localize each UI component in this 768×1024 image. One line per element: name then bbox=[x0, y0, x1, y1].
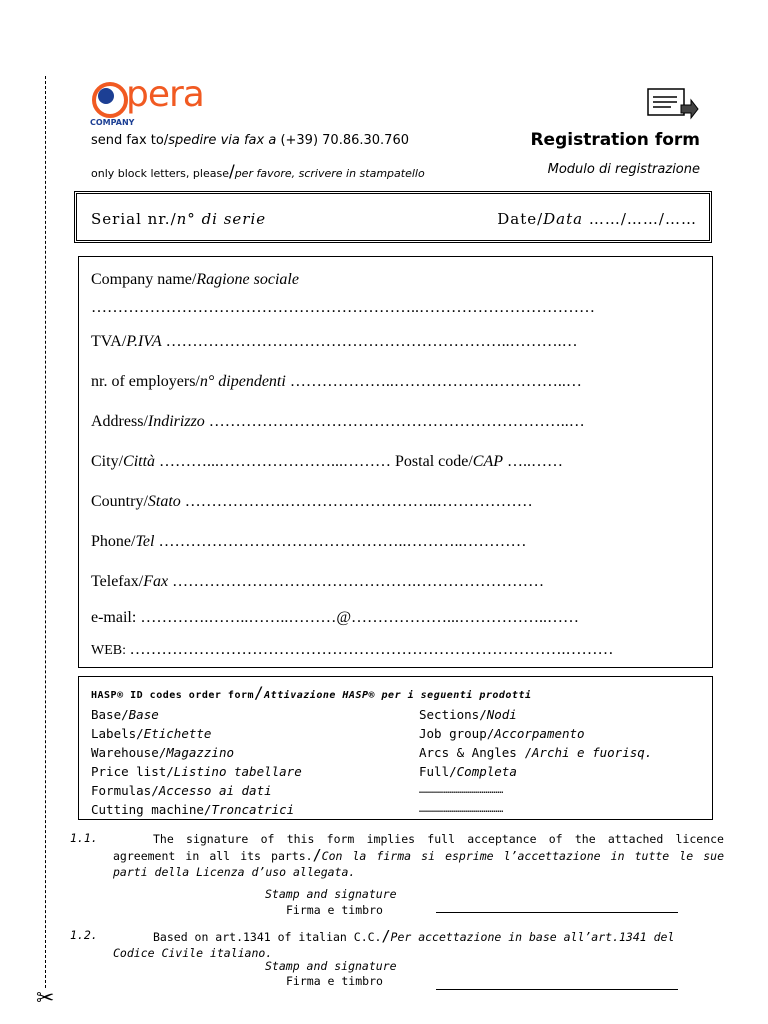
country-label-it: Stato bbox=[147, 493, 181, 510]
hasp-title-it: Attivazione HASP® per i seguenti prodotti bbox=[264, 690, 532, 701]
scissors-icon: ✂ bbox=[36, 986, 55, 1011]
hasp-item-en: Formulas/ bbox=[91, 783, 159, 798]
hasp-item-en: Cutting machine/ bbox=[91, 802, 212, 817]
hasp-item-sections[interactable] bbox=[419, 705, 652, 724]
serial-date-box bbox=[74, 191, 712, 243]
page-title: Registration form bbox=[530, 130, 700, 150]
fax-instruction bbox=[91, 133, 409, 148]
telefax-label: Telefax/ bbox=[91, 573, 144, 590]
hasp-right-column bbox=[419, 705, 652, 819]
hasp-item-it: Accorpamento bbox=[494, 726, 585, 741]
employees-label: nr. of employers/ bbox=[91, 373, 200, 390]
postal-dots: …..…… bbox=[503, 453, 564, 470]
hasp-item-it: Magazzino bbox=[166, 745, 234, 760]
employees-field[interactable] bbox=[91, 373, 582, 391]
address-field[interactable] bbox=[91, 413, 585, 431]
date-label: Date/ bbox=[497, 210, 544, 228]
company-name-dots: ……………………………………………………..…………………………… bbox=[91, 299, 595, 316]
date-field[interactable] bbox=[497, 210, 697, 228]
hasp-item-it: Base bbox=[128, 707, 159, 722]
clause-2-signature-line[interactable] bbox=[436, 989, 678, 990]
fax-number: (+39) 70.86.30.760 bbox=[280, 133, 409, 148]
serial-label-it: n° di serie bbox=[176, 210, 267, 228]
hasp-item-it: Archi e fuorisq. bbox=[531, 745, 653, 760]
hasp-item-warehouse[interactable] bbox=[91, 743, 302, 762]
postal-label-it: CAP bbox=[472, 453, 504, 470]
clause-2-stamp-label: Stamp and signature bbox=[265, 959, 397, 973]
city-label-it: Città bbox=[123, 453, 156, 470]
hasp-item-it: Etichette bbox=[143, 726, 212, 741]
hasp-item-blank-1[interactable] bbox=[419, 781, 652, 800]
phone-label-it: Tel bbox=[135, 533, 155, 550]
hasp-item-en: Labels/ bbox=[91, 726, 144, 741]
hasp-item-it: Troncatrici bbox=[211, 802, 295, 817]
tva-label: TVA/ bbox=[91, 333, 127, 350]
hasp-left-column bbox=[91, 705, 302, 819]
clause-1-it: Con la firma si esprime l’accettazione in tutte le sue parti della Licenza d’uso allegata. bbox=[113, 849, 725, 879]
fax-prefix-it: spedire via fax a bbox=[168, 133, 281, 148]
fax-prefix: send fax to/ bbox=[91, 133, 169, 148]
clause-2-en: Based on art.1341 of italian C.C. bbox=[153, 930, 382, 944]
serial-field[interactable] bbox=[91, 210, 266, 228]
hasp-item-dots: …………………………………… bbox=[419, 785, 504, 796]
clause-2-number: 1.2. bbox=[70, 928, 98, 942]
hasp-item-en: Job group/ bbox=[419, 726, 495, 741]
clause-1-signature-line[interactable] bbox=[436, 912, 678, 913]
employees-label-it: n° dipendenti bbox=[199, 373, 286, 390]
hasp-item-it: Listino tabellare bbox=[173, 764, 302, 779]
clause-2-firma-label: Firma e timbro bbox=[286, 974, 383, 988]
hasp-item-price-list[interactable] bbox=[91, 762, 302, 781]
address-label-it: Indirizzo bbox=[147, 413, 205, 430]
block-letters-instruction: only block letters, please/per favore, scrivere in stampatello bbox=[91, 162, 425, 182]
phone-dots: ………………………………………..………..………… bbox=[154, 533, 527, 550]
hasp-title: HASP® ID codes order form/Attivazione HASP® per i seguenti prodotti bbox=[91, 683, 532, 702]
hasp-item-cutting-machine[interactable] bbox=[91, 800, 302, 819]
address-dots: …………………………………………………………..… bbox=[204, 413, 585, 430]
email-field[interactable] bbox=[91, 609, 579, 627]
hasp-item-dots: …………………………………… bbox=[419, 804, 504, 815]
telefax-field[interactable] bbox=[91, 573, 544, 591]
clause-1-stamp-label: Stamp and signature bbox=[265, 887, 397, 901]
logo-globe-icon bbox=[98, 88, 114, 104]
clause-1-number: 1.1. bbox=[70, 831, 98, 845]
hasp-item-en: Arcs & Angles / bbox=[419, 745, 532, 760]
fax-icon bbox=[647, 87, 699, 123]
hasp-item-it: Completa bbox=[456, 764, 517, 779]
hasp-item-en: Base/ bbox=[91, 707, 129, 722]
hasp-item-formulas[interactable] bbox=[91, 781, 302, 800]
hasp-order-box bbox=[78, 676, 713, 820]
company-name-en: Company name/ bbox=[91, 271, 197, 288]
cut-line bbox=[45, 76, 46, 988]
block-prefix: only block letters, please bbox=[91, 167, 229, 180]
employees-dots: ………………..……………….…………..… bbox=[285, 373, 582, 390]
logo-text: pera bbox=[126, 74, 204, 115]
address-label: Address/ bbox=[91, 413, 148, 430]
tva-field[interactable] bbox=[91, 333, 578, 351]
hasp-item-job-group[interactable] bbox=[419, 724, 652, 743]
block-italic: per favore, scrivere in stampatello bbox=[234, 167, 425, 180]
hasp-item-en: Warehouse/ bbox=[91, 745, 167, 760]
hasp-item-it: Nodi bbox=[486, 707, 517, 722]
city-dots: ………...…………………...……… bbox=[155, 453, 396, 470]
clause-2-it: Per accettazione in base all’art.1341 del Codice Civile italiano. bbox=[113, 930, 675, 960]
web-field[interactable] bbox=[91, 641, 614, 659]
city-label: City/ bbox=[91, 453, 124, 470]
clause-1-firma-label: Firma e timbro bbox=[286, 903, 383, 917]
date-dots: ……/……/…… bbox=[583, 210, 697, 228]
web-label: WEB: bbox=[91, 643, 130, 658]
clause-2-text: Based on art.1341 of italian C.C./Per accettazione in base all’art.1341 del Codice Civile italiano. bbox=[113, 927, 675, 960]
clause-1-text: The signature of this form implies full acceptance of the attached licence agreement in all its parts./Con la firma si esprime l’accettazione in tutte le sue parti della Licenza d’uso allegata. bbox=[113, 832, 725, 879]
phone-field[interactable] bbox=[91, 533, 526, 551]
country-field[interactable] bbox=[91, 493, 533, 511]
logo bbox=[90, 76, 230, 132]
logo-subtext: COMPANY bbox=[90, 118, 135, 127]
hasp-title-en: HASP® ID codes order form bbox=[91, 690, 255, 701]
hasp-item-en: Price list/ bbox=[91, 764, 174, 779]
hasp-item-en: Full/ bbox=[419, 764, 457, 779]
hasp-item-en: Sections/ bbox=[419, 707, 487, 722]
email-label: e-mail: bbox=[91, 609, 141, 626]
country-label: Country/ bbox=[91, 493, 148, 510]
page-subtitle: Modulo di registrazione bbox=[547, 162, 700, 177]
company-name-label bbox=[91, 271, 299, 289]
web-dots: ……………………………………………………………………….……… bbox=[129, 641, 614, 658]
hasp-item-arcs-angles[interactable] bbox=[419, 743, 652, 762]
date-label-it: Data bbox=[543, 210, 584, 228]
tva-dots: ………………………………………………………..……….… bbox=[161, 333, 578, 350]
clause-1-en: The signature of this form implies full acceptance of the attached licence agreement in all its parts. bbox=[113, 832, 724, 863]
company-info-box bbox=[78, 256, 713, 668]
city-postal-field[interactable] bbox=[91, 453, 563, 471]
postal-label: Postal code/ bbox=[395, 453, 473, 470]
company-name-field[interactable] bbox=[91, 299, 595, 317]
telefax-dots: ……………………………………….…………………… bbox=[168, 573, 545, 590]
tva-label-it: P.IVA bbox=[126, 333, 162, 350]
hasp-item-full[interactable] bbox=[419, 762, 652, 781]
company-name-it: Ragione sociale bbox=[196, 271, 299, 288]
hasp-item-it: Accesso ai dati bbox=[158, 783, 272, 798]
hasp-item-base[interactable] bbox=[91, 705, 302, 724]
telefax-label-it: Fax bbox=[143, 573, 169, 590]
email-dots: ………….……..……..………@………………...……………..…… bbox=[140, 609, 580, 626]
phone-label: Phone/ bbox=[91, 533, 136, 550]
hasp-item-labels[interactable] bbox=[91, 724, 302, 743]
serial-label: Serial nr./ bbox=[91, 210, 177, 228]
hasp-item-blank-2[interactable] bbox=[419, 800, 652, 819]
country-dots: ……………….………………………..……………… bbox=[180, 493, 533, 510]
